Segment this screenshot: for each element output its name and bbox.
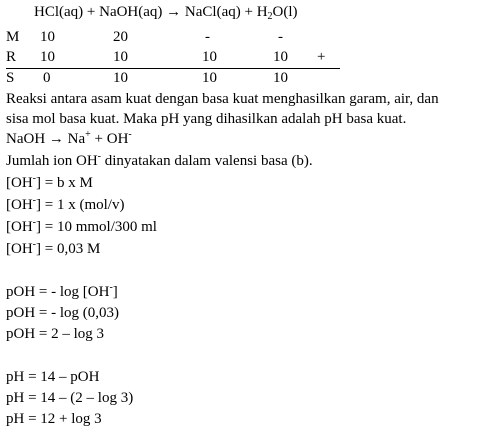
table-cell: 10: [40, 49, 55, 65]
ionization-equation: [6, 131, 132, 148]
cation-charge: +: [85, 129, 91, 140]
calc-left: [OH: [6, 197, 33, 213]
calc-sup: -: [32, 173, 37, 184]
calc-sup: -: [32, 239, 37, 250]
explanation-line-2: sisa mol basa kuat. Maka pH yang dihasilkan adalah pH basa kuat.: [6, 111, 407, 127]
table-cell: 0: [43, 70, 51, 86]
table-cell: 10: [202, 70, 217, 86]
table-cell: 10: [202, 49, 217, 65]
oh-calc-line: [6, 241, 100, 258]
equation-subscript: 2: [267, 11, 273, 22]
reaction-arrow-icon: →: [166, 4, 182, 20]
row-label: R: [6, 49, 17, 65]
note-text-start: Jumlah ion OH: [6, 153, 98, 169]
poh-calc-line: [6, 326, 104, 343]
equation-reactants: HCl(aq) + NaOH(aq): [34, 4, 167, 20]
plus-sign: +: [317, 49, 326, 65]
explanation-line-1: Reaksi antara asam kuat dengan basa kuat menghasilkan garam, air, dan: [6, 91, 439, 107]
table-cell: 10: [113, 70, 128, 86]
calc-right: ] = b x M: [36, 175, 93, 191]
table-cell: 10: [273, 49, 288, 65]
calc-right: ] = 10 mmol/300 ml: [36, 219, 157, 235]
row-label: M: [6, 29, 20, 45]
calc-sup: -: [109, 282, 113, 293]
calc-left: pOH = 2 – log 3: [6, 326, 105, 342]
calc-sup: -: [32, 195, 37, 206]
calc-right: ] = 0,03 M: [36, 241, 101, 257]
ionization-arrow-icon: →: [48, 131, 64, 147]
poh-calc-line: [6, 305, 119, 322]
oh-calc-line: [6, 175, 93, 192]
table-cell: 10: [40, 29, 55, 45]
calc-left: [OH: [6, 219, 33, 235]
calc-left: pOH = - log [OH: [6, 284, 110, 300]
poh-calc-line: [6, 284, 118, 301]
table-cell: 10: [113, 49, 128, 65]
calc-left: pOH = - log (0,03): [6, 305, 120, 321]
row-label: S: [6, 70, 15, 86]
note-text-end: dinyatakan dalam valensi basa (b).: [101, 153, 313, 169]
table-cell: -: [205, 29, 210, 45]
ph-calc-line: pH = 14 – (2 – log 3): [6, 390, 134, 406]
oh-calc-line: [6, 197, 124, 214]
note-charge: -: [97, 151, 102, 162]
table-cell: -: [278, 29, 283, 45]
table-cell: 10: [273, 70, 288, 86]
equation-water-suffix: O(l): [272, 4, 298, 20]
ph-calc-line: pH = 12 + log 3: [6, 411, 102, 427]
valence-note: [6, 153, 313, 170]
calc-left: [OH: [6, 175, 33, 191]
calc-sup: -: [32, 217, 37, 228]
ionization-cation: Na: [63, 131, 86, 147]
calc-right: ] = 1 x (mol/v): [36, 197, 125, 213]
ionization-reactant: NaOH: [6, 131, 49, 147]
oh-calc-line: [6, 219, 157, 236]
equation-products: NaCl(aq) + H: [181, 4, 268, 20]
table-divider: [6, 68, 340, 69]
calc-right: ]: [112, 284, 118, 300]
ionization-anion: + OH: [90, 131, 129, 147]
anion-charge: -: [128, 129, 132, 140]
ph-calc-line: pH = 14 – pOH: [6, 369, 100, 385]
table-cell: 20: [113, 29, 128, 45]
calc-left: [OH: [6, 241, 33, 257]
reaction-equation: [34, 4, 298, 21]
